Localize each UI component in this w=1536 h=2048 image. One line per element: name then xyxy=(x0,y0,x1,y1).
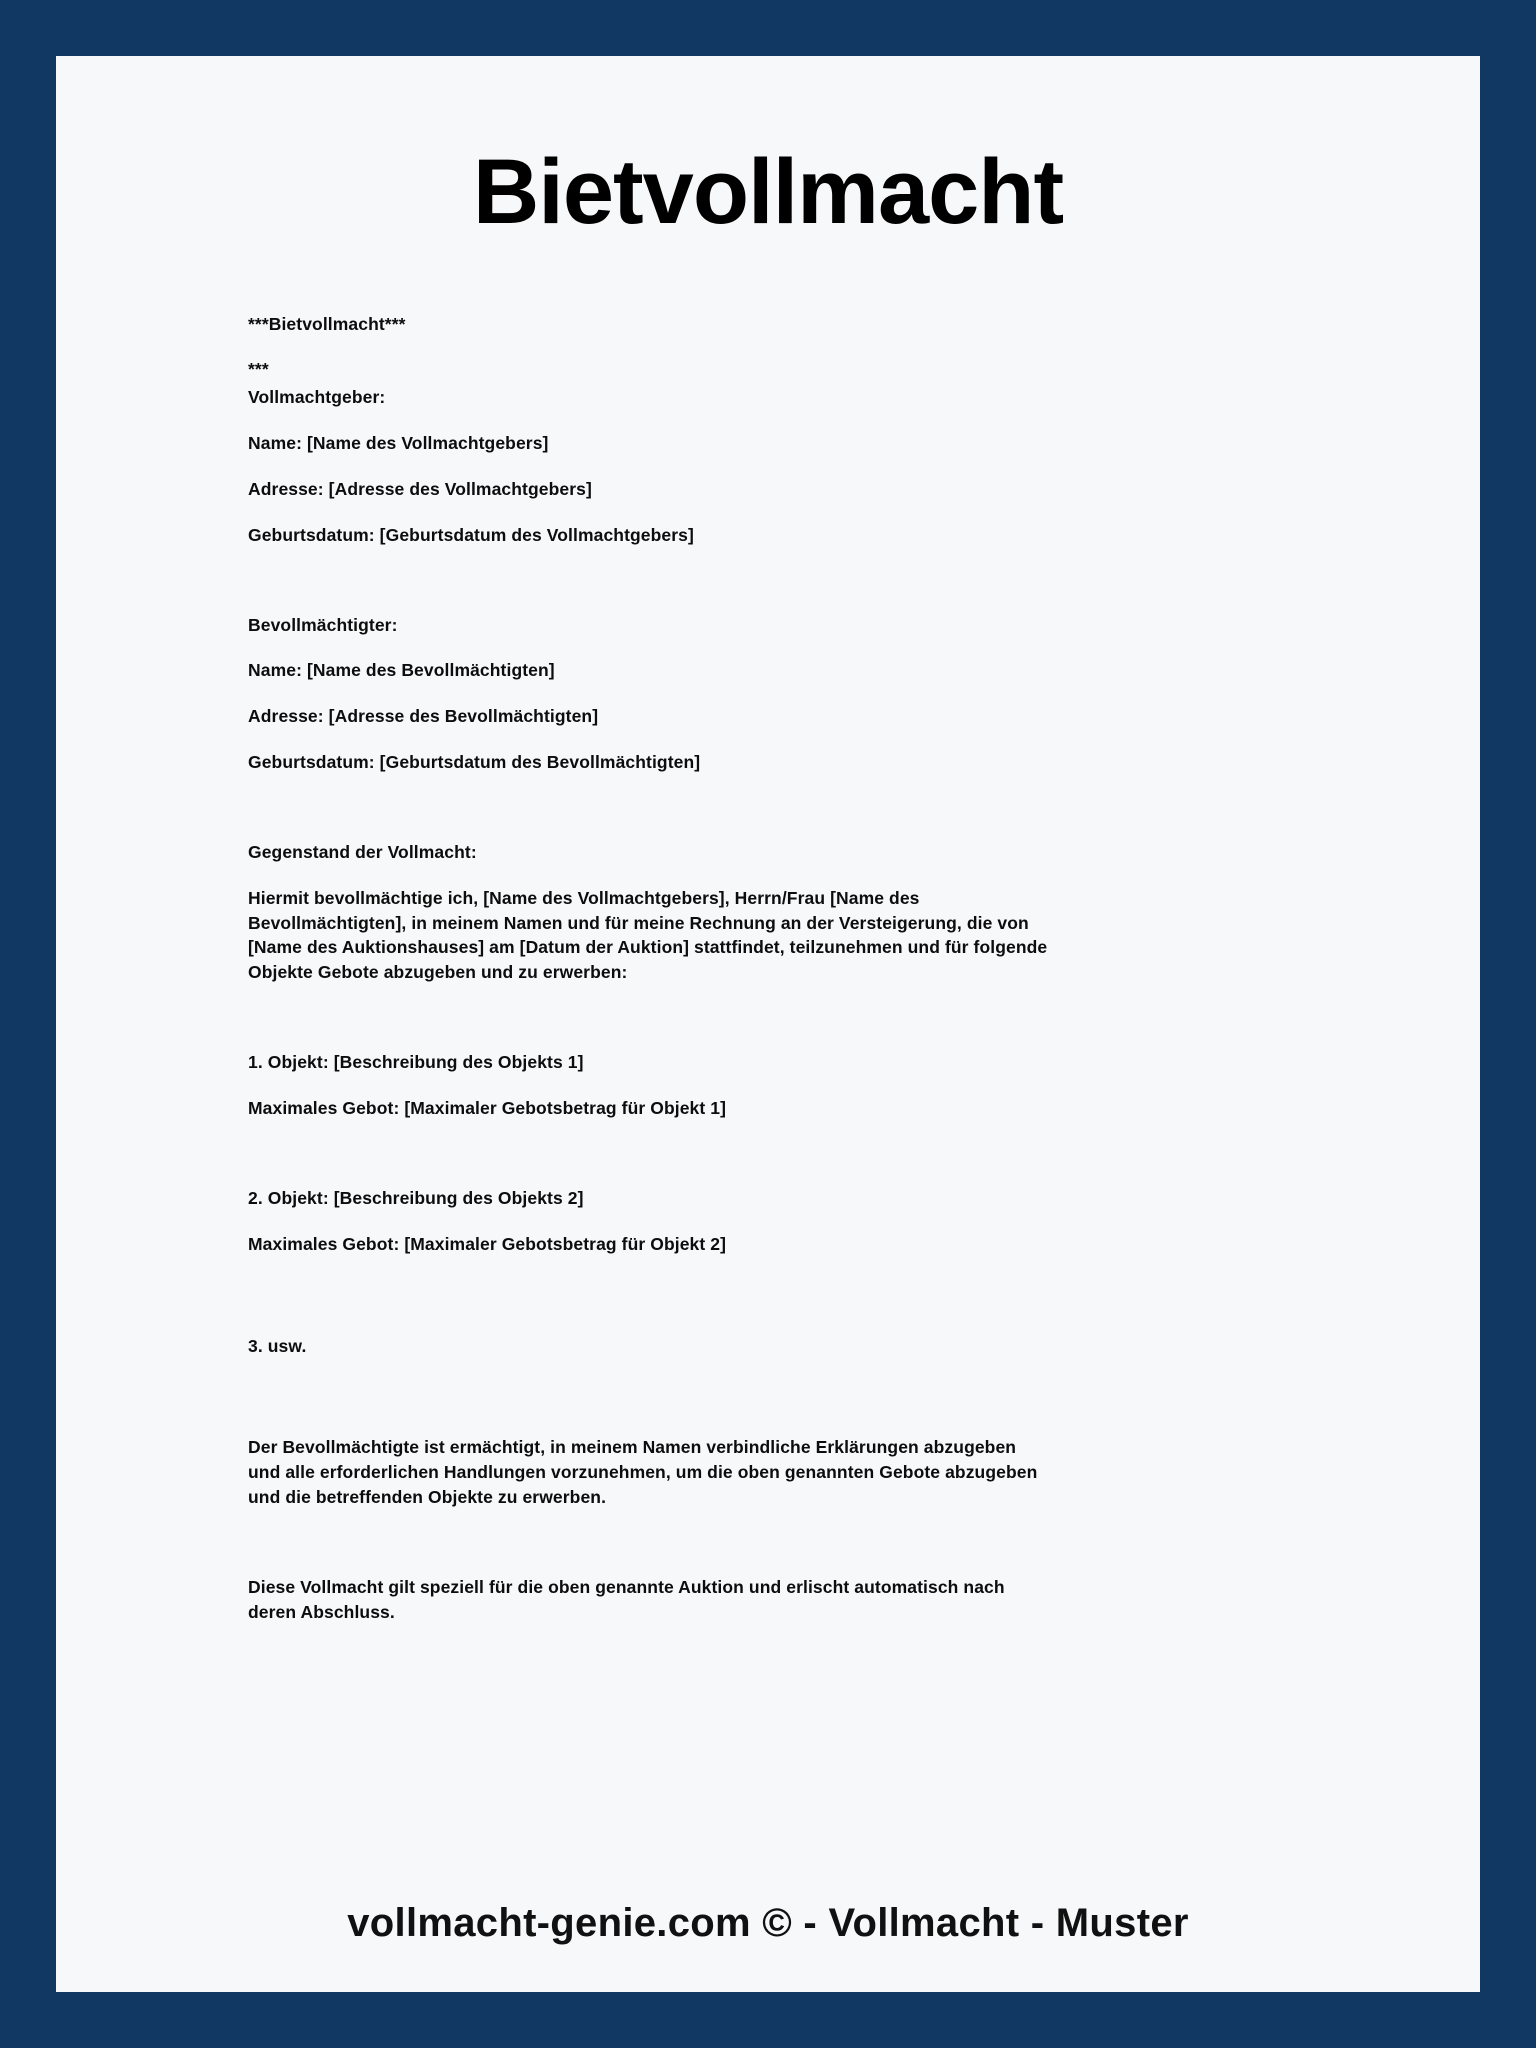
grantor-birthdate: Geburtsdatum: [Geburtsdatum des Vollmachtgebers] xyxy=(248,524,694,545)
object-1-description: 1. Objekt: [Beschreibung des Objekts 1] xyxy=(248,1052,584,1073)
asterisk-divider: *** xyxy=(248,359,269,380)
authorization-paragraph: Der Bevollmächtigte ist ermächtigt, in meinem Namen verbindliche Erklärungen abzugeben und alle erforderlichen Handlungen vorzunehmen, um die oben genannten Gebote abzugeben und die betreffenden Objekte zu erwerben. xyxy=(248,1437,1038,1508)
section-spacer xyxy=(248,1278,1320,1334)
grantor-name: Name: [Name des Vollmachtgebers] xyxy=(248,433,549,454)
subject-paragraph: Hiermit bevollmächtige ich, [Name des Vollmachtgebers], Herrn/Frau [Name des Bevollmächtigten], in meinem Namen und für meine Rechnung an der Versteigerung, die von [Name des Auktionshauses] am [Datum der Auktion] stattfindet, teilzunehmen und für folgende Objekte Gebote abzugeben und zu erwerben: xyxy=(248,887,1048,983)
heading-marked: ***Bietvollmacht*** xyxy=(248,313,406,334)
section-spacer xyxy=(248,796,1320,840)
validity-paragraph: Diese Vollmacht gilt speziell für die oben genannte Auktion und erlischt automatisch nach deren Abschluss. xyxy=(248,1576,1005,1622)
agent-address: Adresse: [Adresse des Bevollmächtigten] xyxy=(248,706,599,727)
object-2-max-bid: Maximales Gebot: [Maximaler Gebotsbetrag für Objekt 2] xyxy=(248,1233,727,1254)
document-body xyxy=(56,312,1480,1625)
agent-section-label: Bevollmächtigter: xyxy=(248,614,398,635)
document-page xyxy=(56,56,1480,1992)
section-spacer xyxy=(248,1142,1320,1186)
agent-birthdate: Geburtsdatum: [Geburtsdatum des Bevollmächtigten] xyxy=(248,752,701,773)
grantor-section-label: Vollmachtgeber: xyxy=(248,387,386,408)
object-2-description: 2. Objekt: [Beschreibung des Objekts 2] xyxy=(248,1187,584,1208)
agent-name: Name: [Name des Bevollmächtigten] xyxy=(248,660,555,681)
object-1-max-bid: Maximales Gebot: [Maximaler Gebotsbetrag für Objekt 1] xyxy=(248,1098,727,1119)
section-spacer xyxy=(248,569,1320,613)
page-title: Bietvollmacht xyxy=(472,141,1064,243)
section-spacer xyxy=(248,1006,1320,1050)
subject-section-label: Gegenstand der Vollmacht: xyxy=(248,841,477,862)
section-spacer xyxy=(248,1379,1320,1435)
section-spacer xyxy=(248,1531,1320,1575)
grantor-address: Adresse: [Adresse des Vollmachtgebers] xyxy=(248,478,592,499)
footer-brand: vollmacht-genie.com © - Vollmacht - Muster xyxy=(347,1901,1189,1945)
objects-continuation: 3. usw. xyxy=(248,1335,307,1356)
